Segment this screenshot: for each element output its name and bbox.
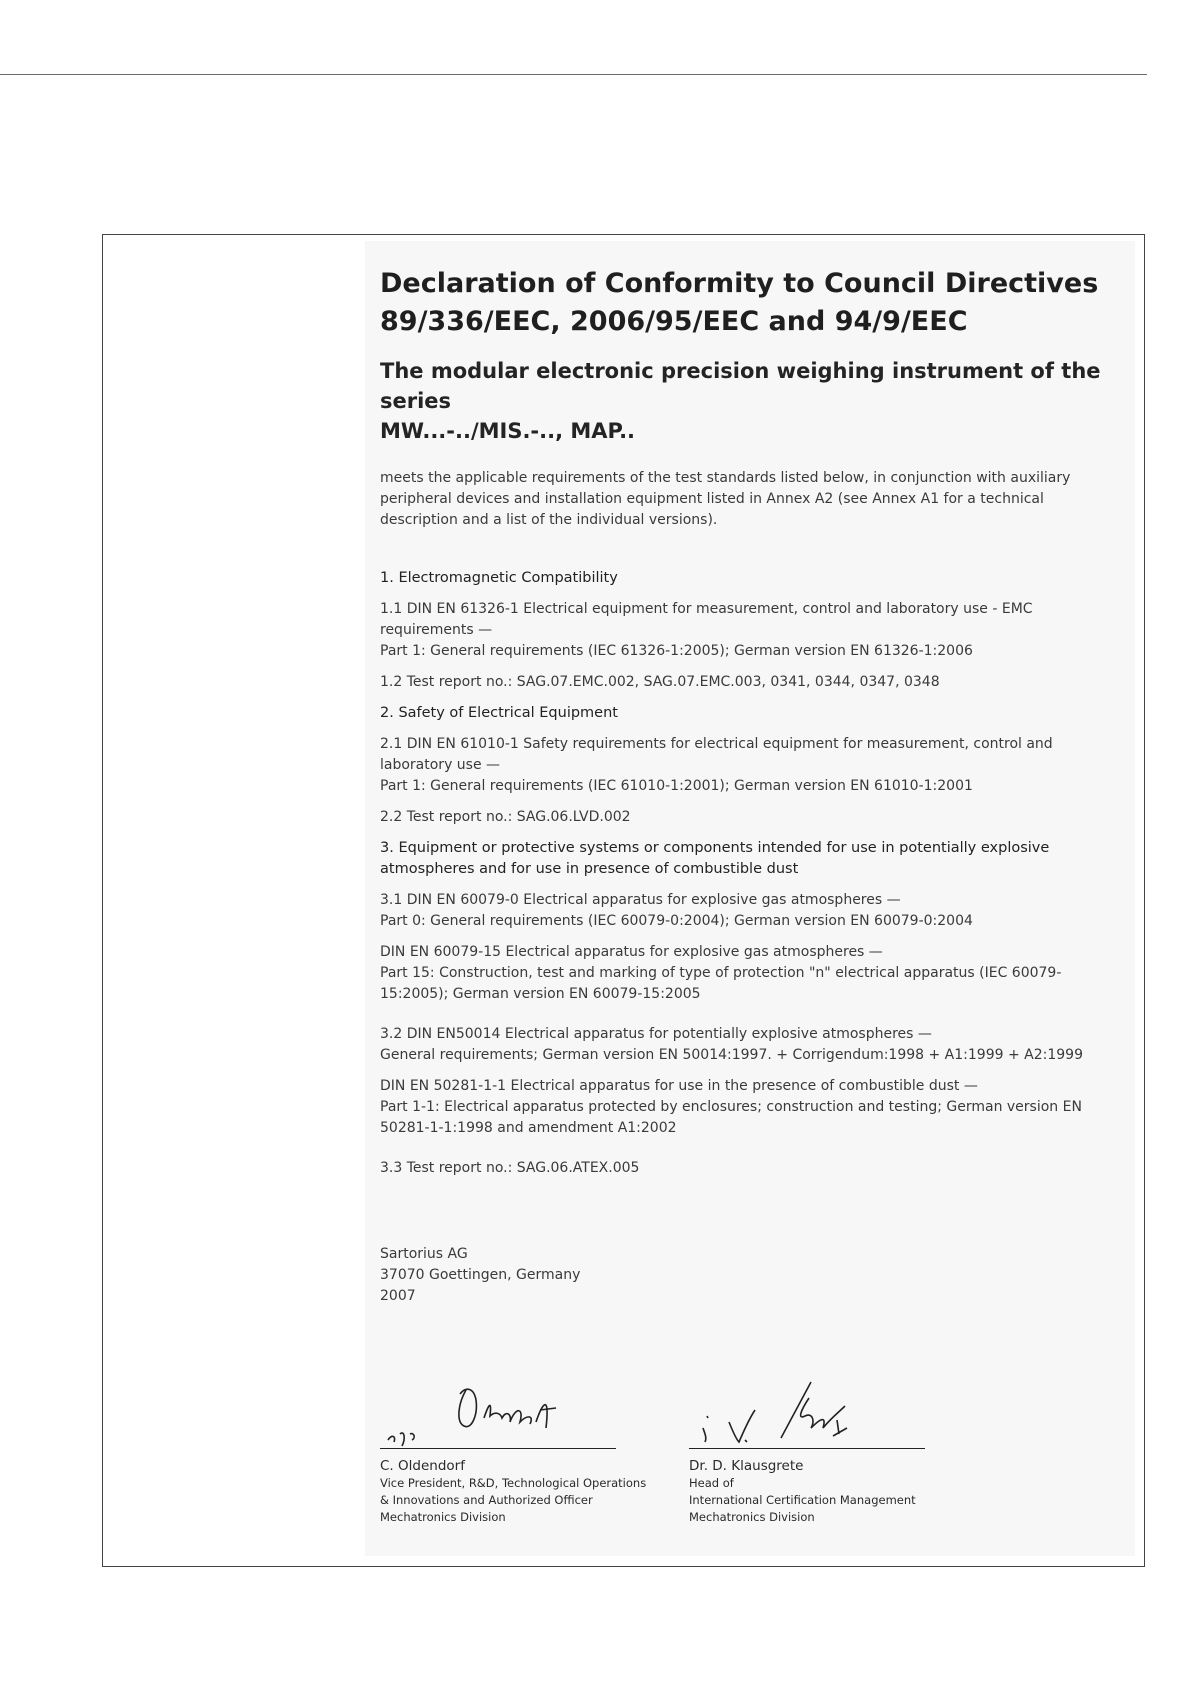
section-2-2: 2.2 Test report no.: SAG.06.LVD.002 (380, 809, 631, 825)
section-3-2b (380, 1076, 1112, 1139)
signatory-left-title-3: Mechatronics Division (380, 1510, 506, 1524)
section-1-1 (380, 599, 1112, 662)
section-3-1-line-1: 3.1 DIN EN 60079-0 Electrical apparatus for explosive gas atmospheres — (380, 892, 901, 908)
signature-line-right (689, 1448, 925, 1449)
section-3-2b-line-1: DIN EN 50281-1-1 Electrical apparatus for use in the presence of combustible dust — (380, 1078, 978, 1094)
subtitle-line-2: MW...-../MIS.-.., MAP.. (380, 419, 636, 443)
signatory-left (380, 1376, 680, 1526)
section-3-2 (380, 1024, 1112, 1066)
document-year: 2007 (380, 1288, 416, 1304)
section-3-1b-line-1: DIN EN 60079-15 Electrical apparatus for explosive gas atmospheres — (380, 944, 883, 960)
section-3-2b-line-2: Part 1-1: Electrical apparatus protected by enclosures; construction and testing; German version EN 50281-1-1:1998 and amendment A1:2002 (380, 1099, 1082, 1136)
header-rule (0, 74, 1147, 75)
section-3-2-line-2: General requirements; German version EN 50014:1997. + Corrigendum:1998 + A1:1999 + A2:1999 (380, 1047, 1083, 1063)
section-1-heading: 1. Electromagnetic Compatibility (380, 570, 618, 586)
document-title (380, 265, 1112, 341)
section-3-1 (380, 890, 1112, 932)
section-1-1-line-1: 1.1 DIN EN 61326-1 Electrical equipment for measurement, control and laboratory use - EMC requirements — (380, 601, 1033, 638)
document-subtitle (380, 356, 1112, 446)
signatory-right (689, 1376, 989, 1526)
section-2-1-line-1: 2.1 DIN EN 61010-1 Safety requirements for electrical equipment for measurement, control and laboratory use — (380, 736, 1053, 773)
signatory-right-title-1: Head of (689, 1476, 734, 1490)
section-2-1 (380, 734, 1112, 797)
section-3-3: 3.3 Test report no.: SAG.06.ATEX.005 (380, 1160, 640, 1176)
intro-paragraph: meets the applicable requirements of the test standards listed below, in conjunction with auxiliary peripheral devices and installation equipment listed in Annex A2 (see Annex A1 for a technical description and a list of the individual versions). (380, 470, 1071, 528)
title-line-2: 89/336/EEC, 2006/95/EEC and 94/9/EEC (380, 306, 968, 337)
section-2-1-line-2: Part 1: General requirements (IEC 61010-1:2001); German version EN 61010-1:2001 (380, 778, 973, 794)
signatory-left-title-2: & Innovations and Authorized Officer (380, 1493, 593, 1507)
handwritten-signature-right (689, 1376, 929, 1448)
signatory-right-name: Dr. D. Klausgrete (689, 1458, 804, 1474)
signatory-right-title-2: International Certification Management (689, 1493, 916, 1507)
signatory-left-title-1: Vice President, R&D, Technological Operations (380, 1476, 647, 1490)
title-line-1: Declaration of Conformity to Council Directives (380, 268, 1099, 299)
company-name: Sartorius AG (380, 1246, 468, 1262)
section-3-1b-line-2: Part 15: Construction, test and marking of type of protection "n" electrical apparatus (IEC 60079-15:2005); German version EN 60079-15:2005 (380, 965, 1062, 1002)
declaration-body (380, 265, 1112, 1179)
signatory-left-name: C. Oldendorf (380, 1458, 465, 1474)
subtitle-line-1: The modular electronic precision weighing instrument of the series (380, 359, 1101, 413)
section-3-heading: 3. Equipment or protective systems or components intended for use in potentially explosive atmospheres and for use in presence of combustible dust (380, 840, 1050, 877)
section-3-1-line-2: Part 0: General requirements (IEC 60079-0:2004); German version EN 60079-0:2004 (380, 913, 973, 929)
company-address (380, 1244, 580, 1307)
section-3-1b (380, 942, 1112, 1005)
company-city: 37070 Goettingen, Germany (380, 1267, 581, 1283)
signature-line-left (380, 1448, 616, 1449)
section-2-heading: 2. Safety of Electrical Equipment (380, 705, 618, 721)
section-1-1-line-2: Part 1: General requirements (IEC 61326-1:2005); German version EN 61326-1:2006 (380, 643, 973, 659)
section-1-2: 1.2 Test report no.: SAG.07.EMC.002, SAG.07.EMC.003, 0341, 0344, 0347, 0348 (380, 674, 940, 690)
handwritten-signature-left (380, 1376, 620, 1448)
section-3-2-line-1: 3.2 DIN EN50014 Electrical apparatus for potentially explosive atmospheres — (380, 1026, 932, 1042)
signatory-right-title-3: Mechatronics Division (689, 1510, 815, 1524)
